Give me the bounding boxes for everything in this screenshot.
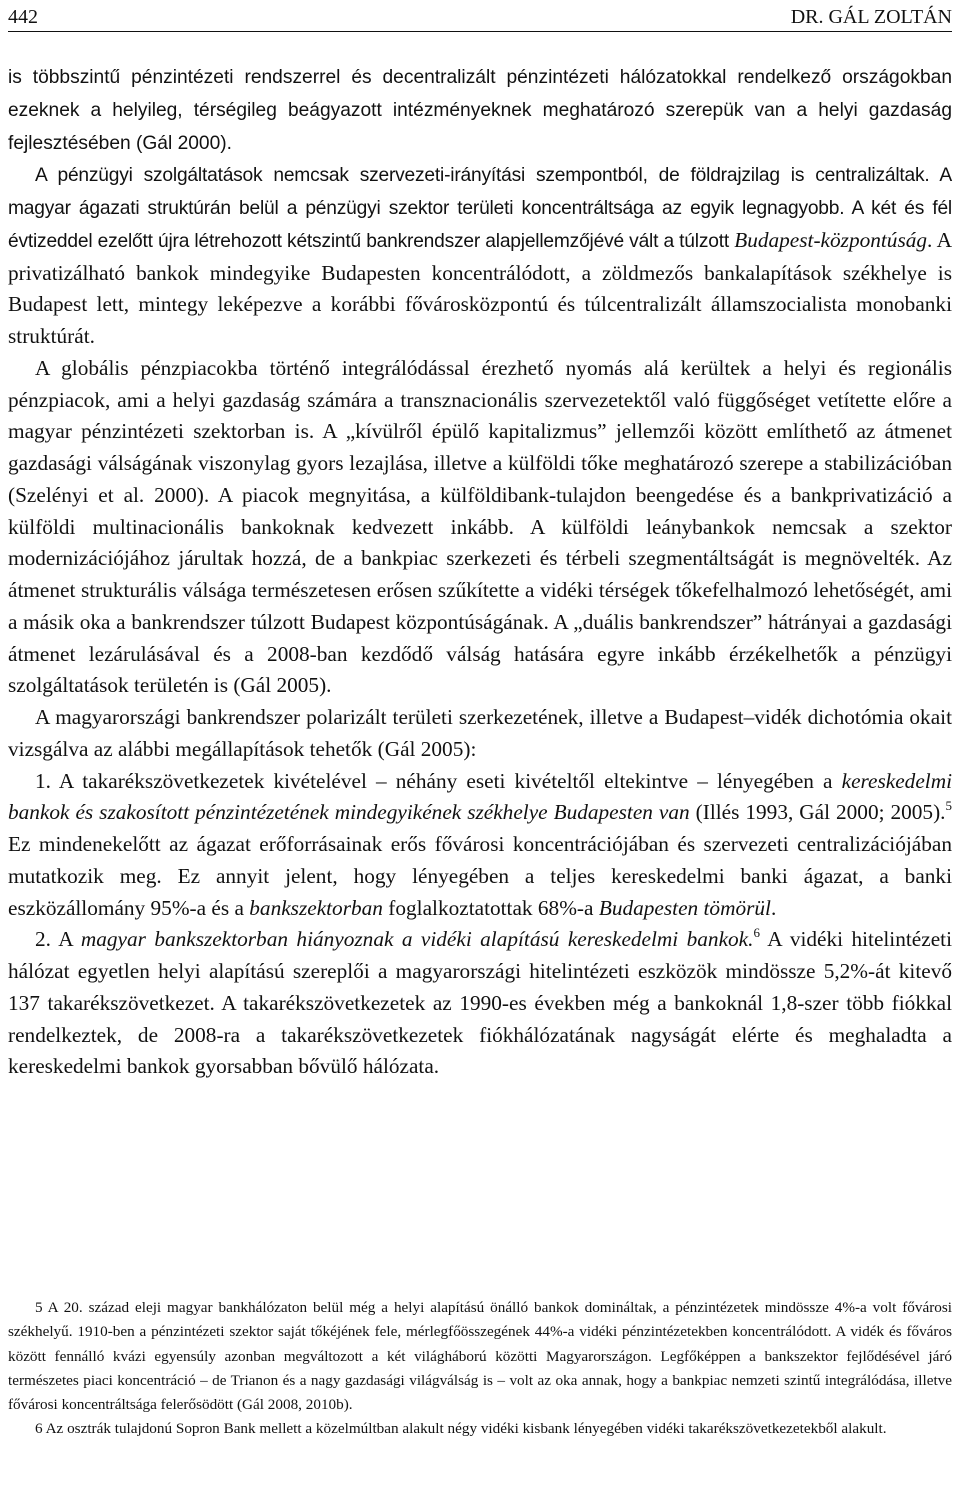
paragraph-5-text-c: Ez mindenekelőtt az ágazat erőforrásainak erős fővárosi koncentrációjában és szervezeti centralizációjában mutatkozik meg. Ez annyit jelent, hogy lényegében a teljes kereskedelmi banki ágazat, a banki eszközállomány 95%-a és a (8, 832, 952, 920)
footnotes (8, 1296, 952, 1442)
paragraph-4: A magyarországi bankrendszer polarizált területi szerkezetének, illetve a Budapest–vidék dichotómia okait vizsgálva az alábbi megállapítások tehetők (Gál 2005): (8, 705, 952, 761)
paragraph-5-text-e: . (770, 895, 777, 920)
paragraph-2-text: A pénzügyi szolgáltatások nemcsak szervezeti-irányítási szempontból, de földrajzilag is centralizáltak. A magyar ágazati struktúrán belül a pénzügyi szektor területi koncentráltsága az egyik legnagyobb. A két és fél évtizeddel ezelőtt újra létrehozott kétszintű bankrendszer alapjellemzőjévé vált a túlzott (8, 165, 952, 252)
footnote-5-text: A 20. század eleji magyar bankhálózaton belül még a helyi alapítású önálló bankok domináltak, a pénzintézetek mindössze 4%-a volt fővárosi székhelyű. 1910-ben a pénzintézeti szektor saját tőkéjének fele, mérlegfőösszegének 44%-a vidéki pénzintézetekben koncentrálódott. A vidék és főváros között fennálló kvázi egyensúly azonban megváltozott a két világháború közötti Magyarországon. Legfőképpen a bankszektor fejlődésével járó természetes piaci koncentráció – de Trianon és a nagy gazdasági világválság is – volt az oka annak, hogy a bankpiac nemzeti szintű integrálódása, illetve fővárosi koncentráltsága felerősödött (Gál 2008, 2010b). (8, 1299, 952, 1414)
header-divider (8, 31, 952, 32)
footnote-5 (8, 1296, 952, 1417)
paragraph-6-text-a: 2. A (35, 927, 81, 952)
footnote-6-text: Az osztrák tulajdonú Sopron Bank mellett a közelmúltban alakult négy vidéki kisbank lényegében vidéki takarékszövetkezetekből alakult. (45, 1420, 887, 1438)
paragraph-6 (8, 924, 952, 1083)
paragraph-6-text-b: A vidéki hitelintézeti hálózat egyetlen helyi alapítású szereplői a magyarországi hitelintézeti eszközök mindössze 5,2%-át kitevő 137 takarékszövetkezet. A takarékszövetkezetek az 1990-es években még a bankoknál 1,8-szer több fiókkal rendelkeztek, de 2008-ra a takarékszövetkezetek fiókhálózatának nagyságát elérte és meghaladta a kereskedelmi bankok gyorsabban bővülő hálózata. (8, 927, 952, 1079)
paragraph-2-emphasis: Budapest-központúság (734, 227, 928, 252)
paragraph-5 (8, 766, 952, 925)
footnote-ref-5[interactable]: 5 (945, 798, 952, 814)
paragraph-1 (8, 61, 952, 159)
page-number: 442 (8, 5, 38, 28)
paragraph-5-text-d: foglalkoztatottak 68%-a (382, 895, 599, 920)
paragraph-3: A globális pénzpiacokba történő integrálódással érezhető nyomás alá kerültek a helyi és regionális pénzpiacok, ami a helyi gazdaság számára a transznacionális szervezetektől való függőséget vetítette előre a magyar pénzintézeti szektorban is. A „kívülről épülő kapitalizmus” jellemzői között említhető az átmenet gazdasági válságának viszonylag gyors lezajlása, illetve a külföldi tőke meghatározó szerepe a stabilizációban (Szelényi et al. 2000). A piacok megnyitása, a külföldibank-tulajdon beengedése és a bankprivatizáció a külföldi multinacionális bankoknak kedvezett inkább. A külföldi leánybankok nemcsak a szektor modernizációjához járultak hozzá, de a bankpiac szerkezeti és térbeli szegmentáltságát is megnövelték. Az átmenet strukturális válsága természetesen erősen szűkítette a vidéki térségek tőkefelhalmozó lehetőségét, ami a másik oka a bankrendszer túlzott Budapest központúságának. A „duális bankrendszer” hátrányai a gazdasági átmenet lezárulásával és a 2008-ban kezdődő válság hatására egyre inkább érzékelhetők a pénzügyi szolgáltatások területén is (Gál 2005). (8, 355, 952, 698)
paragraph-5-emphasis-2: bankszektorban (249, 895, 383, 920)
paragraph-5-text-a: 1. A takarékszövetkezetek kivételével – néhány eseti kivételtől eltekintve – lényegében a (35, 768, 842, 793)
running-author: DR. GÁL ZOLTÁN (790, 5, 952, 28)
footnote-6-number: 6 (35, 1420, 43, 1438)
paragraph-2-continuation: . A privatizálható bankok mindegyike Budapesten koncentrálódott, a zöldmezős bankalapítások székhelye is Budapest lett, mintegy leképezve a korábbi fővárosközpontú és túlcentralizált államszocialista monobanki struktúrát. (8, 227, 953, 348)
footnote-5-number: 5 (35, 1299, 43, 1316)
footnote-ref-6[interactable]: 6 (753, 925, 760, 941)
paragraph-1-text: is többszintű pénzintézeti rendszerrel és decentralizált pénzintézeti hálózatokkal rendelkező országokban ezeknek a helyileg, térségileg beágyazott intézményeknek meghatározó szerepük van a helyi gazdaság fejlesztésében (Gál 2000). (8, 67, 952, 154)
paragraph-5-text-b: (Illés 1993, Gál 2000; 2005). (689, 800, 946, 825)
footnote-6 (8, 1417, 952, 1441)
body-text (8, 61, 952, 1083)
paragraph-5-emphasis-1: kereskedelmi bankok és szakosított pénzintézetének mindegyikének székhelye Budapesten van (8, 768, 952, 825)
paragraph-6-emphasis: magyar bankszektorban hiányoznak a vidéki alapítású kereskedelmi bankok. (80, 927, 754, 952)
paragraph-5-emphasis-3: Budapesten tömörül (598, 895, 771, 920)
paragraph-2 (8, 159, 952, 353)
running-header (8, 4, 952, 30)
